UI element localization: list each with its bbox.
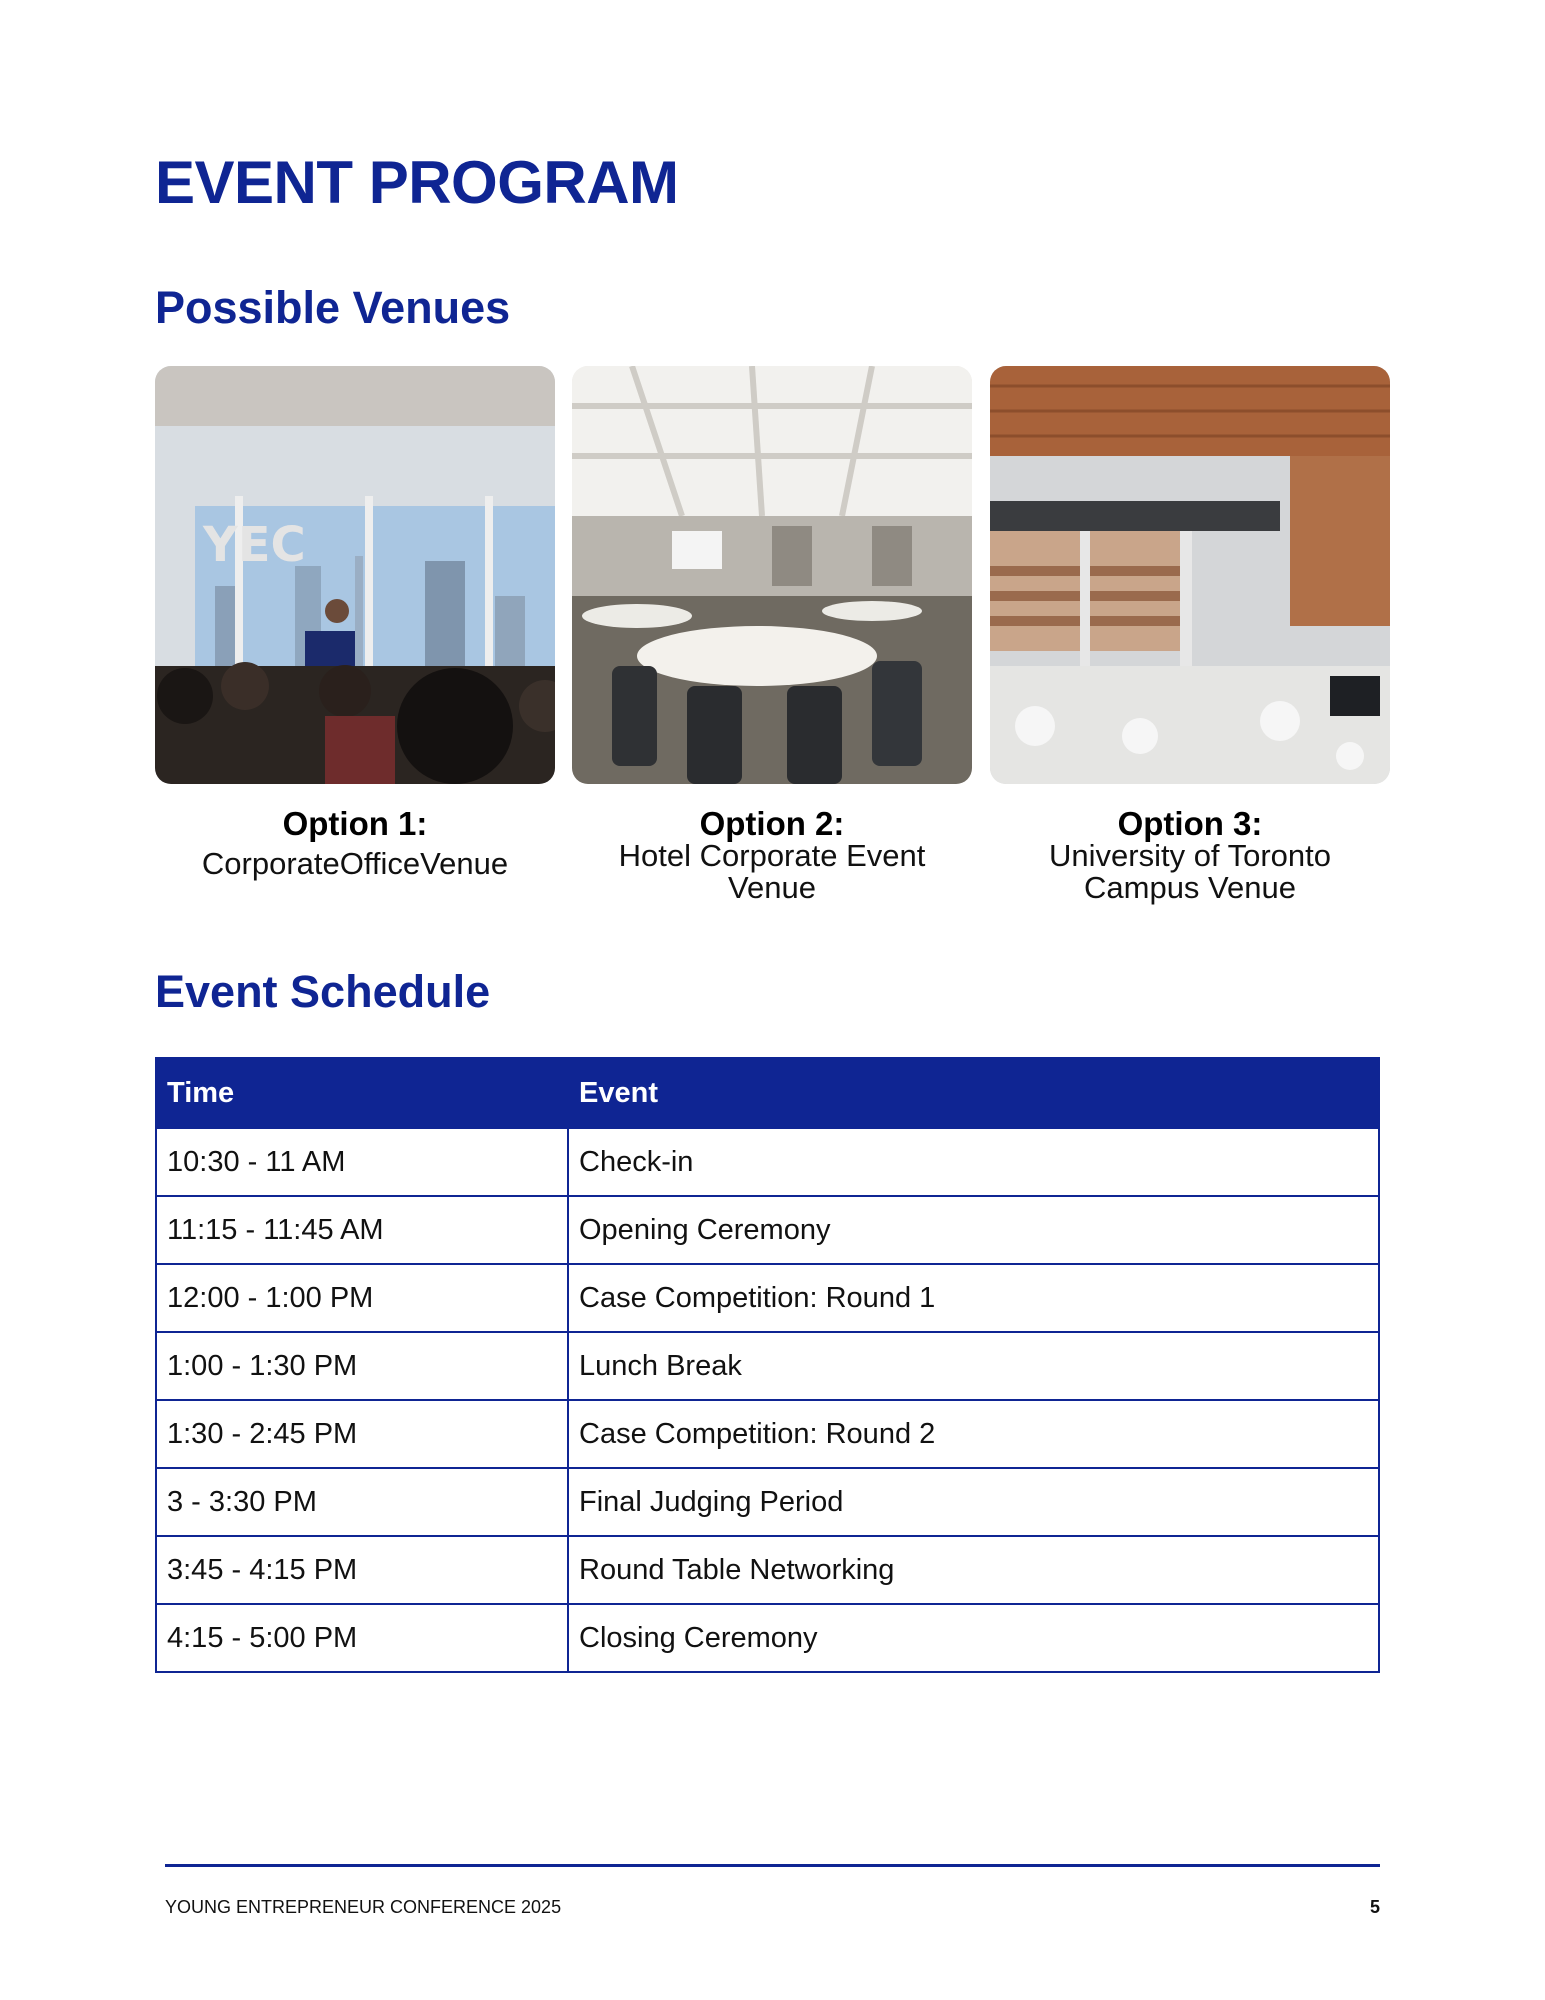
table-row bbox=[156, 1128, 1379, 1196]
column-header-event: Event bbox=[568, 1058, 1379, 1128]
event-cell: Opening Ceremony bbox=[568, 1196, 1379, 1264]
table-row bbox=[156, 1536, 1379, 1604]
time-cell: 4:15 - 5:00 PM bbox=[156, 1604, 568, 1672]
time-cell: 10:30 - 11 AM bbox=[156, 1128, 568, 1196]
venue-card-3 bbox=[990, 366, 1390, 904]
event-cell: Case Competition: Round 1 bbox=[568, 1264, 1379, 1332]
table-row bbox=[156, 1468, 1379, 1536]
event-cell: Final Judging Period bbox=[568, 1468, 1379, 1536]
time-cell: 11:15 - 11:45 AM bbox=[156, 1196, 568, 1264]
table-row bbox=[156, 1264, 1379, 1332]
column-header-time: Time bbox=[156, 1058, 568, 1128]
event-cell: Check-in bbox=[568, 1128, 1379, 1196]
svg-text:YEC: YEC bbox=[203, 517, 306, 573]
hotel-ballroom-photo bbox=[572, 366, 972, 784]
event-cell: Lunch Break bbox=[568, 1332, 1379, 1400]
table-row bbox=[156, 1604, 1379, 1672]
venues-heading: Possible Venues bbox=[155, 282, 511, 333]
venue-name: University of Toronto Campus Venue bbox=[1049, 838, 1331, 905]
time-cell: 12:00 - 1:00 PM bbox=[156, 1264, 568, 1332]
table-header-row bbox=[156, 1058, 1379, 1128]
schedule-table bbox=[155, 1057, 1380, 1673]
event-cell: Round Table Networking bbox=[568, 1536, 1379, 1604]
time-cell: 3 - 3:30 PM bbox=[156, 1468, 568, 1536]
schedule-heading: Event Schedule bbox=[155, 966, 491, 1017]
time-cell: 3:45 - 4:15 PM bbox=[156, 1536, 568, 1604]
venue-option-label: Option 1: bbox=[282, 805, 428, 842]
event-cell: Case Competition: Round 2 bbox=[568, 1400, 1379, 1468]
page-number: 5 bbox=[1369, 1897, 1380, 1917]
table-row bbox=[156, 1196, 1379, 1264]
event-cell: Closing Ceremony bbox=[568, 1604, 1379, 1672]
page-title: EVENT PROGRAM bbox=[155, 149, 679, 216]
venue-card-1 bbox=[155, 366, 555, 880]
table-row bbox=[156, 1332, 1379, 1400]
time-cell: 1:00 - 1:30 PM bbox=[156, 1332, 568, 1400]
footer-conference-name: YOUNG ENTREPRENEUR CONFERENCE 2025 bbox=[165, 1897, 562, 1917]
venue-card-2 bbox=[572, 366, 972, 904]
table-row bbox=[156, 1400, 1379, 1468]
venue-name: CorporateOfficeVenue bbox=[201, 846, 509, 881]
office-event-photo bbox=[155, 366, 555, 784]
time-cell: 1:30 - 2:45 PM bbox=[156, 1400, 568, 1468]
footer-divider bbox=[165, 1864, 1380, 1867]
venue-option-label: Option 2: bbox=[699, 805, 845, 842]
venue-option-label: Option 3: bbox=[1117, 805, 1263, 842]
venue-name: Hotel Corporate Event Venue bbox=[618, 838, 926, 905]
campus-atrium-photo bbox=[990, 366, 1390, 784]
